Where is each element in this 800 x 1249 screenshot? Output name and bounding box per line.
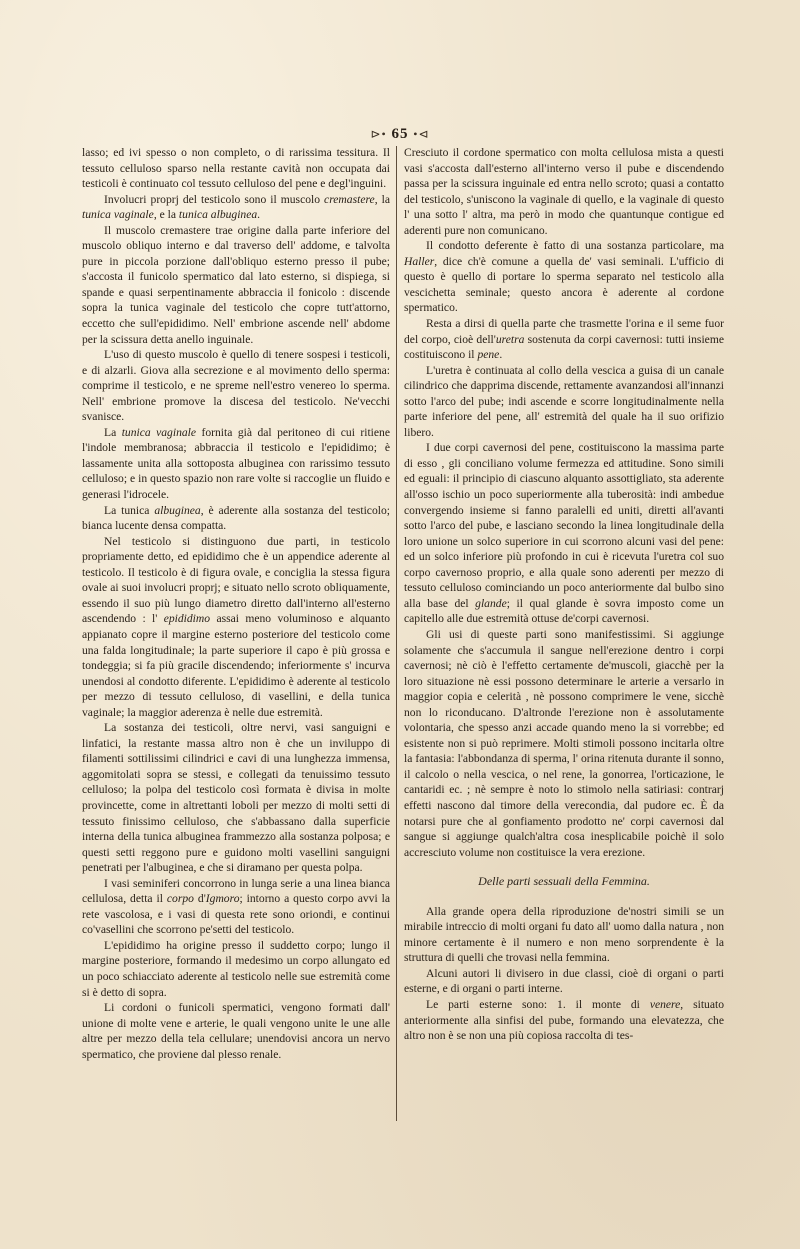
text-run: I vasi seminiferi concorrono in lunga serie a una linea bianca cellulosa, detta il <box>82 876 390 906</box>
paragraph: Gli usi di queste parti sono manifestissimi. Si aggiunge solamente che s'accumula il sangue nell'erezione dentro i corpi cavernosi; nè ciò è l'effetto certamente de'muscoli, giacchè per la loro situazione nè essi possono determinare le arterie a versarlo in maggior copia e celerità , nè possono comprimere le vene, sicchè non lo riconducano. D'altronde l'erezione non è assolutamente volontaria, che spesso anzi accade quando meno la si vorrebbe; ed esistente non si può reprimere. Molti stimoli possono incitarla oltre la fantasia: l'abbondanza di sperma, l' orina ritenuta durante il sonno, il calcolo o nella vescica, o nel rene, la gonorrea, l'orticazione, le cantaridi ec. ; nè sempre è noto lo stimolo nella satiriasi: contrarj effetti nascono dal timore della verecondia, dal pudore ec. È da notarsi pure che al gonfiamento prodotto ne' corpi cavernosi dal sangue si aggiunge qualch'altra cosa inesplicabile poichè il solo accresciuto volume non costituisce la vera erezione. <box>404 627 724 859</box>
text-run: . <box>257 208 261 222</box>
paragraph: La sostanza dei testicoli, oltre nervi, vasi sanguigni e linfatici, la restante massa altro non è che un inviluppo di filamenti sottilissimi cilindrici e cavi di una lunghezza immensa, aggomitolati sopra se stessi, e collegati da tenuissimo tessuto celluloso; la polpa del testicolo così formata è divisa in molte provincette, come in altrettanti loboli per mezzo di molti setti di tessuto finissimo celluloso, che s'abbassano dalla superficie interna della tunica albuginea frammezzo alla sostanza polposa; e questi setti reggono pure e guidono molti vasellini sanguigni penetrati per l'albuginea, e che si diramano per questa polpa. <box>82 721 390 875</box>
italic-term: venere <box>649 997 681 1011</box>
italic-term: Igmoro <box>205 892 240 906</box>
text-run: I due corpi cavernosi del pene, costituiscono la massima parte di esso , gli conciliano volume fermezza ed attitudine. Sono simili ed eguali: il principio di ciascuno alquanto assottigliato, sta aderente all'osso ischio un poco superiormente alla tuberosità: indi ambedue convergendo insieme si fanno paralelli ed uniti, diretti all'avanti sotto l'arco del pube, e lasciano secondo la linea longitudinale della loro unione un solco superiore in cui scorrono alcuni vasi del pene: ed un solco inferiore più profondo in cui è ricevuta l'uretra col suo corpo cavernoso proprio, e alla quale sono aderenti per mezzo di tessuto celluloso cominciando un poco anteriormente dal bulbo sino alla base del <box>404 441 724 610</box>
paragraph: L'uretra è continuata al collo della vescica a guisa di un canale cilindrico che dapprima discende, rettamente avanzandosi all'innanzi sotto l'arco del pube; indi ascende e scorre longitudinalmente nella parte inferiore del pene, all' estremità del quale ha il suo orifizio libero. <box>404 363 724 439</box>
italic-term: glande <box>475 596 507 610</box>
page-header <box>0 126 800 143</box>
paragraph: L'uso di questo muscolo è quello di tenere sospesi i testicoli, e di alzarli. Giova alla secrezione e al movimento dello sperma: comprime il testicolo, e ne spreme nell'estro venereo lo sperma. Nell' embrione promove la discesa del testicolo. Ne'vecchi svanisce. <box>82 348 390 424</box>
paragraph <box>404 440 724 627</box>
section-heading: Delle parti sessuali della Femmina. <box>478 874 650 889</box>
paragraph <box>82 534 390 721</box>
text-run: ; il qual glande è sovra imposto come un capitello alle due estremità ottuse de'corpi cavernosi. <box>404 596 724 626</box>
paragraph <box>82 503 390 534</box>
paragraph <box>404 997 724 1044</box>
page-number: 65 <box>391 126 409 142</box>
text-run: , la <box>374 192 390 206</box>
italic-term: tunica vaginale <box>82 208 154 222</box>
paragraph <box>404 238 724 316</box>
left-column <box>82 145 390 1062</box>
paragraph: L'epididimo ha origine presso il suddetto corpo; lungo il margine posteriore, formando il medesimo un corpo allungato ed un poco schiacciato aderente al testicolo nelle sue estremità come si è detto di sopra. <box>82 938 390 999</box>
text-run: , situato anteriormente alla sinfisi del pube, formando una elevatezza, che altro non è se non una più copiosa raccolta di tes- <box>404 997 724 1043</box>
column-divider <box>396 146 397 1121</box>
text-run: . <box>499 348 503 362</box>
italic-term: Haller <box>404 254 435 268</box>
paragraph <box>82 425 390 503</box>
paragraph: Alcuni autori li divisero in due classi, cioè di organi o parti esterne, e di organi o parti interne. <box>404 966 724 996</box>
paragraph: Li cordoni o funicoli spermatici, vengono formati dall' unione di molte vene e arterie, le quali vengono unite le une alle altre per mezzo della tela cellulare; unendovisi ancora un nervo spermatico, che proviene dal plesso renale. <box>82 1001 390 1061</box>
header-ornament-left-icon: ⊳• <box>370 127 387 141</box>
text-run: d' <box>193 892 206 906</box>
text-run: La tunica <box>104 503 155 517</box>
paragraph: Alla grande opera della riproduzione de'nostri simili se un mirabile intreccio di molti organi fu dato all' uomo dalla natura , non minore certamente è il numero e non meno sorprendente è la struttura di quelli che trovasi nella femmina. <box>404 904 724 965</box>
text-run: assai meno voluminoso e alquanto appianato copre il margine esterno posteriore del testicolo come una falda longitudinale; la parte superiore il capo è più grossa e tondeggia; si fa più gracile discendendo; inferiormente s' incurva unendosi al condotto diferente. L'epididimo è aderente al testicolo per mezzo di tessuto celluloso, di vasellini, e della tunica vaginale; la maggior aderenza è nelle due estremità. <box>82 612 390 719</box>
italic-term: epididimo <box>163 612 211 626</box>
paragraph: Il muscolo cremastere trae origine dalla parte inferiore del muscolo obliquo interno e dal traverso dell' addome, e talvolta pure in piccola porzione dall'obliquo esterno presso il pube; s'accosta il funicolo spermatico dal lato esterno, si dispiega, si spande e quasi serpentinamente abbraccia il fonicolo : discende sopra la tunica vaginale del testicolo che copre tutt'attorno, eccetto che sull'epididimo. Nell' embrione ascende nell' abdome per la scissura detta anello inguinale. <box>82 223 390 346</box>
text-run: fornita già dal peritoneo di cui ritiene l'indole membranosa; abbraccia il testicolo e l'epididimo; è lassamente unita alla sottoposta albuginea con rarissimo tessuto celluloso; e in questo spazio non rare volte si raccoglie un fluido e generasi l'idrocele. <box>82 425 390 502</box>
italic-term: pene <box>477 348 500 362</box>
header-ornament-right-icon: •⊲ <box>413 127 430 141</box>
text-run: Il condotto deferente è fatto di una sostanza particolare, ma <box>426 239 724 253</box>
italic-term: tunica albuginea <box>178 208 258 222</box>
italic-term: albuginea <box>154 503 201 517</box>
text-run: , e la <box>153 208 179 222</box>
paragraph: lasso; ed ivi spesso o non completo, o di rarissima tessitura. Il tessuto celluloso sparso nella restante cavità non occupata dai testicoli è continuato col tessuto celluloso del pene e degl'inguini. <box>82 146 390 191</box>
paragraph <box>404 316 724 363</box>
text-run: Involucri proprj del testicolo sono il muscolo <box>104 192 325 206</box>
text-run: , dice ch'è comune a quella de' vasi seminali. L'ufficio di questo è quello di portare lo sperma separato nel testicolo alla vescichetta seminale; questo ancora è aderente al cordone spermatico. <box>404 254 724 315</box>
paragraph <box>82 876 390 938</box>
italic-term: cremastere <box>324 192 375 206</box>
text-run: sostenuta da corpi cavernosi: tutti insieme costituiscono il <box>404 332 724 362</box>
text-run: Nel testicolo si distinguono due parti, in testicolo propriamente detto, ed epididimo che è un appendice aderente al testicolo. Il testicolo è di figura ovale, e conciglia la stessa figura ovale ai suoi involucri proprj; e situato nello scroto obliquamente, essendo il suo più lungo diametro diretto dall'interno all'esterno ascendendo : l' <box>82 534 390 626</box>
text-run: La <box>104 425 122 439</box>
text-run: ; intorno a questo corpo avvi la rete vascolosa, e i vasi di questa rete sono oriondi, e continui co'vasellini che scorrono pe'setti del testicolo. <box>82 892 390 937</box>
italic-term: corpo <box>166 892 194 906</box>
right-column <box>404 145 724 1044</box>
italic-term: tunica vaginale <box>121 425 197 439</box>
paragraph <box>82 192 390 223</box>
text-run: , è aderente alla sostanza del testicolo; bianca lucente densa compatta. <box>82 503 390 533</box>
text-run: Resta a dirsi di quella parte che trasmette l'orina e il seme fuor del corpo, cioè dell' <box>404 317 724 346</box>
paragraph: Cresciuto il cordone spermatico con molta cellulosa mista a questi vasi s'accosta dall'esterno all'interno verso il pube e discendendo passa per la scissura inguinale ed entra nello scroto; quasi a contatto del testicolo, s'uniscono la vaginale di quello, e la vaginale di questo l' una sotto l' altra, ma però in modo che quantunque contigue ed aderenti pure non comunicano. <box>404 146 724 237</box>
italic-term: uretra <box>495 332 525 346</box>
text-run: Le parti esterne sono: 1. il monte di <box>426 997 650 1011</box>
